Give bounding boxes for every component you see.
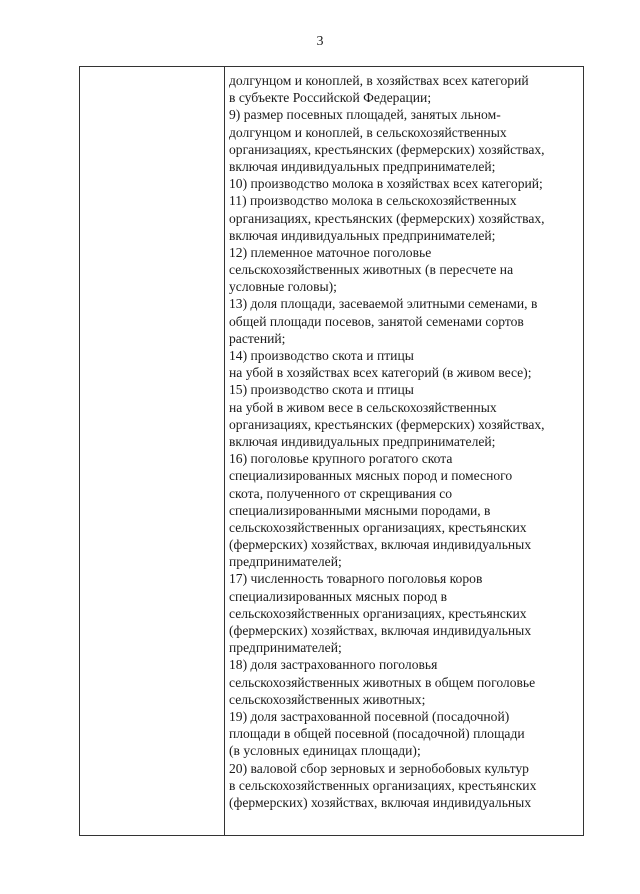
table-text-cell [229, 72, 581, 811]
text-line: предпринимателей; [229, 554, 342, 570]
text-line: специализированных мясных пород в [229, 588, 447, 604]
text-line: сельскохозяйственных организациях, крестьянских [229, 605, 527, 621]
text-line: 19) доля застрахованной посевной (посадочной) [229, 708, 510, 724]
text-line: специализированных мясных пород и помесного [229, 468, 513, 484]
text-line: 10) производство молока в хозяйствах всех категорий; [229, 176, 543, 192]
text-line: включая индивидуальных предпринимателей; [229, 433, 496, 449]
text-line: 12) племенное маточное поголовье [229, 244, 432, 260]
text-line: условные головы); [229, 279, 337, 295]
text-line: (фермерских) хозяйствах, включая индивидуальных [229, 623, 532, 638]
text-line: 14) производство скота и птицы [229, 348, 414, 363]
text-line: 9) размер посевных площадей, занятых льном- [229, 107, 501, 123]
text-line: 18) доля застрахованного поголовья [229, 657, 438, 673]
page-number: 3 [316, 34, 324, 49]
text-line: сельскохозяйственных организациях, крестьянских [229, 519, 527, 535]
text-line: долгунцом и коноплей, в хозяйствах всех категорий [229, 73, 529, 88]
document-table [79, 66, 584, 836]
text-line: в субъекте Российской Федерации; [229, 90, 432, 106]
text-line: сельскохозяйственных животных; [229, 691, 426, 707]
text-line: организациях, крестьянских (фермерских) хозяйствах, [229, 210, 545, 226]
text-line: (фермерских) хозяйствах, включая индивидуальных [229, 794, 532, 810]
text-line: площади в общей посевной (посадочной) площади [229, 726, 525, 742]
text-line: включая индивидуальных предпринимателей; [229, 158, 496, 174]
text-line: 15) производство скота и птицы [229, 382, 414, 398]
text-line: организациях, крестьянских (фермерских) хозяйствах, [229, 141, 545, 157]
text-line: на убой в хозяйствах всех категорий (в живом весе); [229, 365, 532, 381]
text-line: в сельскохозяйственных организациях, крестьянских [229, 777, 537, 793]
text-line: на убой в живом весе в сельскохозяйственных [229, 399, 497, 415]
text-line: (фермерских) хозяйствах, включая индивидуальных [229, 537, 532, 553]
text-line: 11) производство молока в сельскохозяйственных [229, 193, 517, 209]
text-line: сельскохозяйственных животных (в пересчете на [229, 262, 514, 278]
text-line: скота, полученного от скрещивания со [229, 485, 453, 501]
text-line: сельскохозяйственных животных в общем поголовье [229, 674, 536, 690]
text-line: предпринимателей; [229, 640, 342, 656]
text-line: 13) доля площади, засеваемой элитными семенами, в [229, 296, 538, 312]
text-line: долгунцом и коноплей, в сельскохозяйственных [229, 124, 507, 140]
text-line: 16) поголовье крупного рогатого скота [229, 451, 453, 467]
column-divider [224, 67, 225, 835]
text-line: растений; [229, 330, 286, 346]
text-line: специализированными мясными породами, в [229, 502, 491, 518]
text-line: 17) численность товарного поголовья коров [229, 571, 483, 587]
text-line: включая индивидуальных предпринимателей; [229, 227, 496, 243]
text-line: организациях, крестьянских (фермерских) хозяйствах, [229, 416, 545, 432]
text-line: (в условных единицах площади); [229, 743, 421, 759]
text-line: общей площади посевов, занятой семенами сортов [229, 313, 524, 329]
text-line: 20) валовой сбор зерновых и зернобобовых культур [229, 760, 529, 776]
